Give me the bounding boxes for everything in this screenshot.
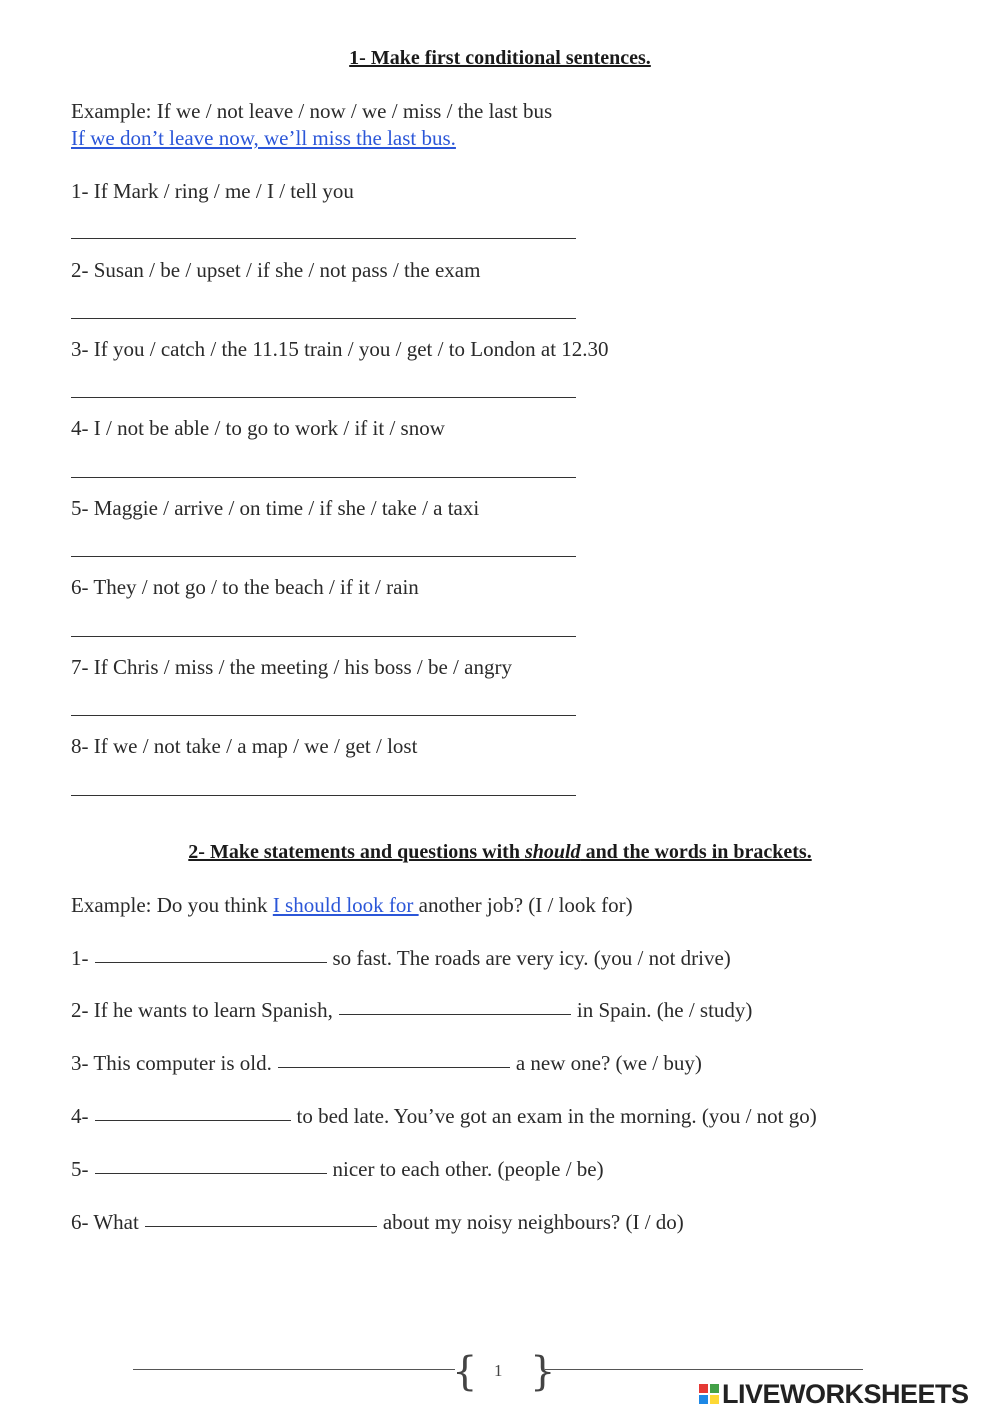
logo-square bbox=[710, 1395, 719, 1404]
right-brace-icon: } bbox=[530, 1349, 556, 1395]
answer-line-7[interactable] bbox=[71, 715, 576, 716]
item-after: about my noisy neighbours? (I / do) bbox=[382, 1210, 684, 1234]
answer-line-1[interactable] bbox=[71, 238, 576, 239]
item-before: 3- This computer is old. bbox=[71, 1051, 272, 1075]
item-before: 1- bbox=[71, 946, 89, 970]
item-after: to bed late. You’ve got an exam in the morning. (you / not go) bbox=[296, 1104, 817, 1128]
footer-rule-right bbox=[545, 1369, 863, 1370]
exercise-2-item bbox=[71, 1157, 604, 1182]
left-brace-icon: { bbox=[452, 1349, 478, 1395]
exercise-1-item: 5- Maggie / arrive / on time / if she / take / a taxi bbox=[71, 496, 480, 520]
logo-squares-icon bbox=[699, 1384, 719, 1404]
exercise-1-item: 6- They / not go / to the beach / if it / rain bbox=[71, 575, 419, 599]
example-2-after: another job? (I / look for) bbox=[418, 893, 633, 917]
answer-blank-5[interactable] bbox=[95, 1171, 327, 1174]
liveworksheets-logo bbox=[699, 1379, 969, 1409]
exercise-2-item bbox=[71, 1210, 684, 1235]
logo-square bbox=[710, 1384, 719, 1393]
answer-line-2[interactable] bbox=[71, 318, 576, 319]
item-before: 2- If he wants to learn Spanish, bbox=[71, 998, 333, 1022]
example-2-before: Example: Do you think bbox=[71, 893, 273, 917]
exercise-1-item: 1- If Mark / ring / me / I / tell you bbox=[71, 179, 354, 203]
exercise-1-item: 2- Susan / be / upset / if she / not pass / the exam bbox=[71, 258, 481, 282]
item-after: so fast. The roads are very icy. (you / not drive) bbox=[332, 946, 731, 970]
example-2 bbox=[71, 893, 633, 918]
logo-square bbox=[699, 1384, 708, 1393]
exercise-1-item: 7- If Chris / miss / the meeting / his boss / be / angry bbox=[71, 655, 512, 679]
answer-blank-6[interactable] bbox=[145, 1224, 377, 1227]
exercise-2-item bbox=[71, 946, 731, 971]
answer-line-3[interactable] bbox=[71, 397, 576, 398]
exercise-1-item: 8- If we / not take / a map / we / get / lost bbox=[71, 734, 418, 758]
answer-blank-3[interactable] bbox=[278, 1065, 510, 1068]
item-before: 6- What bbox=[71, 1210, 139, 1234]
example-prompt: Example: If we / not leave / now / we / miss / the last bus bbox=[71, 99, 553, 123]
section-2-title-before: 2- Make statements and questions with bbox=[188, 841, 525, 863]
exercise-1-item: 3- If you / catch / the 11.15 train / you / get / to London at 12.30 bbox=[71, 337, 609, 361]
item-after: nicer to each other. (people / be) bbox=[332, 1157, 604, 1181]
answer-blank-2[interactable] bbox=[339, 1012, 571, 1015]
exercise-2-item bbox=[71, 1051, 702, 1076]
example-2-answer: I should look for bbox=[272, 893, 419, 917]
answer-line-5[interactable] bbox=[71, 556, 576, 557]
brand-name: LIVEWORKSHEETS bbox=[722, 1378, 969, 1409]
item-before: 4- bbox=[71, 1104, 89, 1128]
exercise-1-item: 4- I / not be able / to go to work / if it / snow bbox=[71, 416, 445, 440]
logo-square bbox=[699, 1395, 708, 1404]
page-number: 1 bbox=[494, 1361, 503, 1380]
section-2-title bbox=[0, 841, 1000, 864]
example-answer: If we don’t leave now, we’ll miss the last bus. bbox=[71, 126, 456, 150]
answer-line-4[interactable] bbox=[71, 477, 576, 478]
item-after: a new one? (we / buy) bbox=[515, 1051, 702, 1075]
section-2-title-after: and the words in brackets. bbox=[580, 841, 812, 863]
answer-line-8[interactable] bbox=[71, 795, 576, 796]
exercise-2-item bbox=[71, 1104, 817, 1129]
answer-blank-4[interactable] bbox=[95, 1118, 291, 1121]
answer-blank-1[interactable] bbox=[95, 960, 327, 963]
item-before: 5- bbox=[71, 1157, 89, 1181]
section-2-title-emphasis: should bbox=[524, 841, 581, 863]
item-after: in Spain. (he / study) bbox=[576, 998, 753, 1022]
answer-line-6[interactable] bbox=[71, 636, 576, 637]
section-1-title: 1- Make first conditional sentences. bbox=[349, 47, 651, 69]
footer-rule-left bbox=[133, 1369, 455, 1370]
exercise-2-item bbox=[71, 998, 752, 1023]
